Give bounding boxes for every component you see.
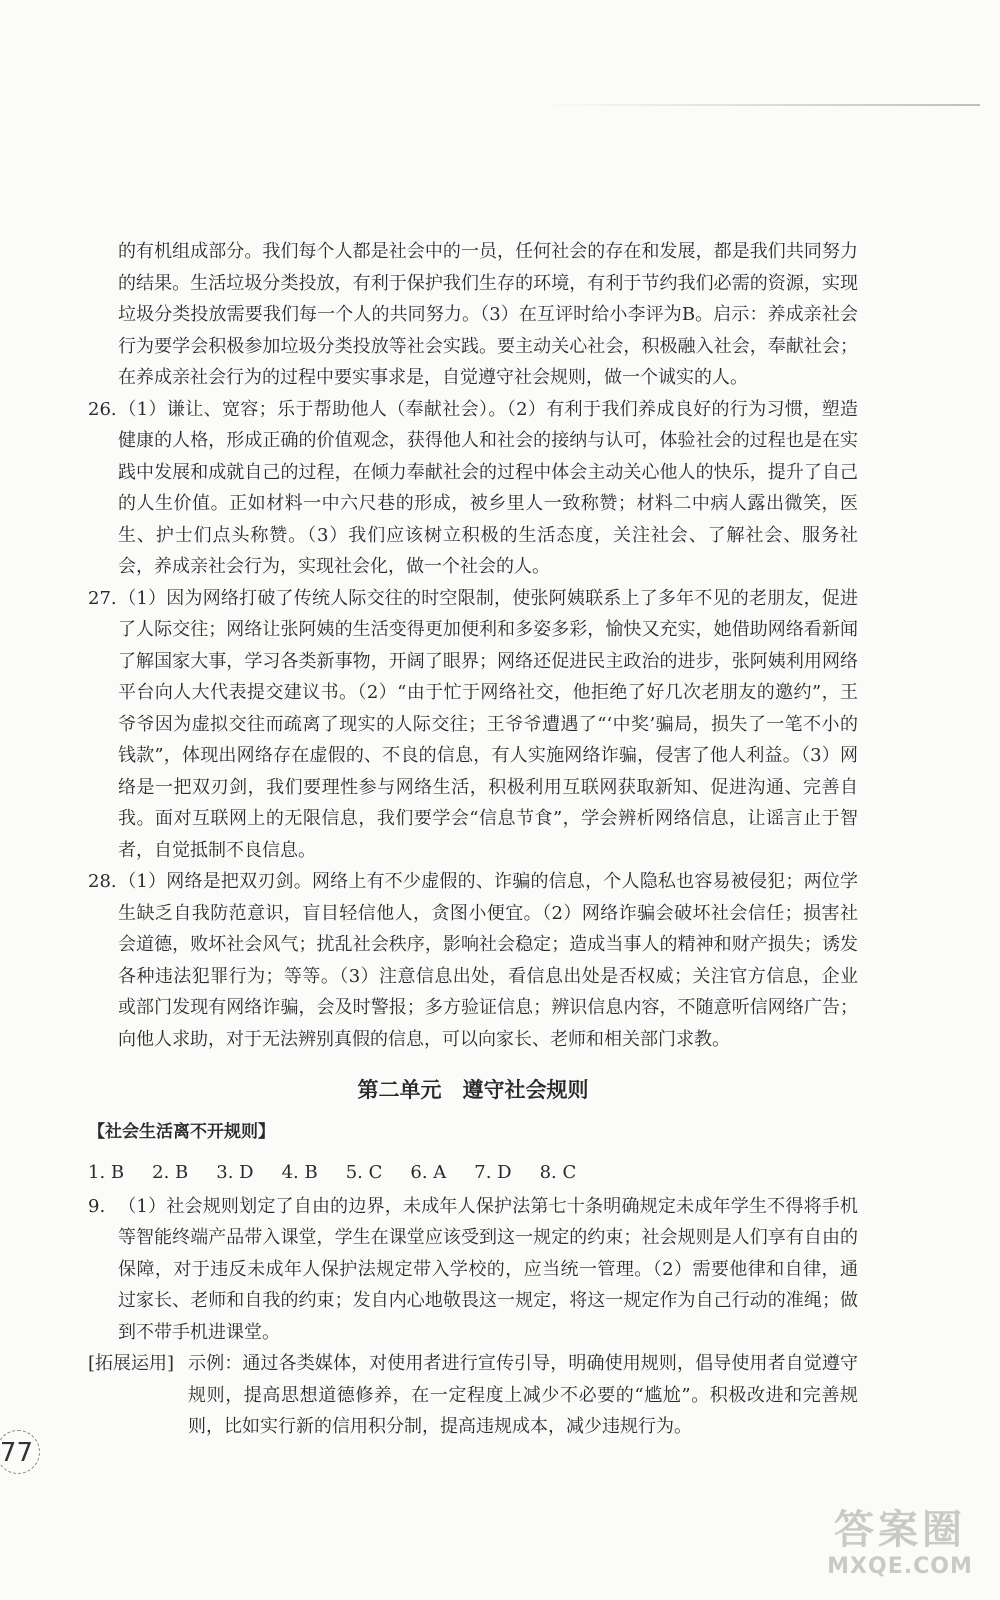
watermark-title: 答案圈 — [834, 1507, 966, 1553]
section-heading: 【社会生活离不开规则】 — [88, 1122, 275, 1142]
unit-heading: 第二单元 遵守社会规则 — [357, 1078, 589, 1102]
answer-number: 28. — [88, 871, 117, 892]
answer-27 — [88, 583, 858, 867]
choice-answer: 3. D — [216, 1162, 254, 1183]
choice-answer: 8. C — [539, 1162, 577, 1183]
answer-text: （1）社会规则划定了自由的边界，未成年人保护法第七十条明确规定未成年学生不得将手机等智能终端产品带入课堂，学生在课堂应该受到这一规定的约束；社会规则是人们享有自由的保障，对于违反未成年人保护法规定带入学校的，应当统一管理。（2）需要他律和自律，通过家长、老师和自我的约束；发自内心地敬畏这一规定，将这一规定作为自己行动的准绳；做到不带手机进课堂。 — [118, 1195, 858, 1343]
multiple-choice-answers — [88, 1157, 858, 1189]
choice-answer: 4. B — [281, 1162, 318, 1183]
page-number: 77 — [0, 1430, 40, 1474]
watermark-logo — [810, 1506, 990, 1588]
answer-26 — [88, 394, 858, 583]
answer-9 — [88, 1191, 858, 1349]
answer-text: （1）因为网络打破了传统人际交往的时空限制，使张阿姨联系上了多年不见的老朋友，促进了人际交往；网络让张阿姨的生活变得更加便利和多姿多彩，愉快又充实，她借助网络看新闻了解国家大事，学习各类新事物，开阔了眼界；网络还促进民主政治的进步，张阿姨利用网络平台向人大代表提交建议书。（2）“由于忙于网络社交，他拒绝了好几次老朋友的邀约”，王爷爷因为虚拟交往而疏离了现实的人际交往；王爷爷遭遇了“‘中奖’骗局，损失了一笔不小的钱款”，体现出网络存在虚假的、不良的信息，有人实施网络诈骗，侵害了他人利益。（3）网络是一把双刃剑，我们要理性参与网络生活，积极利用互联网获取新知、促进沟通、完善自我。面对互联网上的无限信息，我们要学会“信息节食”，学会辨析网络信息，让谣言止于智者，自觉抵制不良信息。 — [118, 587, 858, 861]
answer-text: （1）谦让、宽容；乐于帮助他人（奉献社会）。（2）有利于我们养成良好的行为习惯，塑造健康的人格，形成正确的价值观念，获得他人和社会的接纳与认可，体验社会的过程也是在实践中发展和成就自己的过程，在倾力奉献社会的过程中体会主动关心他人的快乐，提升了自己的人生价值。正如材料一中六尺巷的形成，被乡里人一致称赞；材料二中病人露出微笑，医生、护士们点头称赞。（3）我们应该树立积极的生活态度，关注社会、了解社会、服务社会，养成亲社会行为，实现社会化，做一个社会的人。 — [118, 398, 858, 577]
answer-number: 26. — [88, 398, 117, 420]
answer-content — [88, 236, 858, 1443]
answer-text: （1）网络是把双刃剑。网络上有不少虚假的、诈骗的信息，个人隐私也容易被侵犯；两位学生缺乏自我防范意识，盲目轻信他人，贪图小便宜。（2）网络诈骗会破坏社会信任；损害社会道德，败坏社会风气；扰乱社会秩序，影响社会稳定；造成当事人的精神和财产损失；诱发各种违法犯罪行为；等等。（3）注意信息出处，看信息出处是否权威；关注官方信息，企业或部门发现有网络诈骗，会及时警报；多方验证信息；辨识信息内容，不随意听信网络广告；向他人求助，对于无法辨别真假的信息，可以向家长、老师和相关部门求教。 — [118, 871, 858, 1050]
top-scan-line — [540, 104, 980, 106]
choice-answer: 6. A — [410, 1162, 447, 1183]
choice-answer: 1. B — [88, 1162, 125, 1183]
choice-answer: 5. C — [345, 1162, 383, 1183]
choice-answer: 7. D — [474, 1162, 512, 1183]
answer-28 — [88, 866, 858, 1055]
extension-text: 示例：通过各类媒体，对使用者进行宣传引导，明确使用规则，倡导使用者自觉遵守规则，提高思想道德修养，在一定程度上减少不必要的“尴尬”。积极改进和完善规则，比如实行新的信用积分制，提高违规成本，减少违规行为。 — [188, 1353, 858, 1437]
answer-number: 9. — [88, 1195, 106, 1217]
continuation-paragraph: 的有机组成部分。我们每个人都是社会中的一员，任何社会的存在和发展，都是我们共同努力的结果。生活垃圾分类投放，有利于保护我们生存的环境，有利于节约我们必需的资源，实现垃圾分类投放需要我们每一个人的共同努力。（3）在互评时给小李评为B。启示：养成亲社会行为要学会积极参加垃圾分类投放等社会实践。要主动关心社会，积极融入社会，奉献社会；在养成亲社会行为的过程中要实事求是，自觉遵守社会规则，做一个诚实的人。 — [118, 241, 858, 388]
answer-number: 27. — [88, 587, 117, 609]
watermark-url: MXQE.COM — [827, 1554, 973, 1579]
extension-answer — [88, 1348, 858, 1443]
extension-tag: [拓展运用] — [88, 1353, 175, 1374]
choice-answer: 2. B — [152, 1162, 189, 1183]
